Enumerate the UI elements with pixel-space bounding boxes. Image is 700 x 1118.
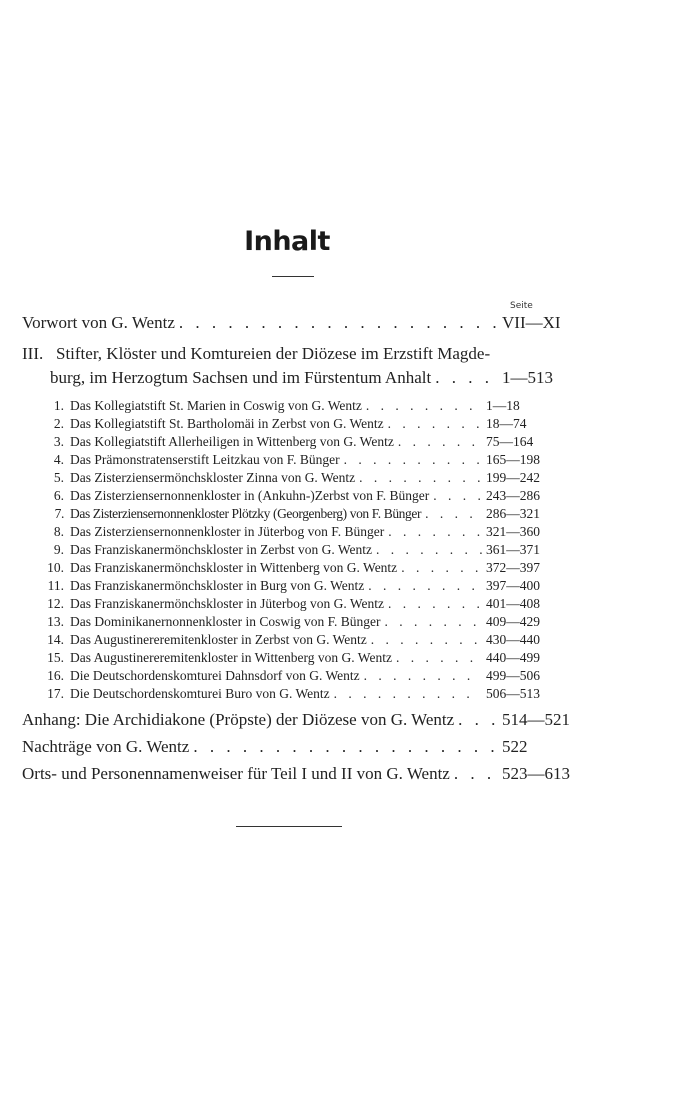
- toc-entry-register[interactable]: [22, 764, 570, 784]
- end-divider: [236, 826, 342, 827]
- toc-section-heading-continued: [50, 368, 562, 388]
- toc-sub-entry[interactable]: [40, 452, 556, 468]
- toc-sub-entry[interactable]: [40, 416, 556, 432]
- toc-sub-entry[interactable]: [40, 632, 556, 648]
- entry-number: 13.: [47, 614, 64, 629]
- toc-sub-entry[interactable]: [40, 596, 556, 612]
- toc-entry-text: Orts- und Personennamenweiser für Teil I und II von G. Wentz: [22, 764, 450, 783]
- dot-leader: [334, 686, 482, 702]
- title-divider: [272, 276, 314, 277]
- dot-leader: [368, 578, 482, 594]
- toc-page-number: 1—513: [502, 368, 553, 387]
- page-title: Inhalt: [244, 226, 330, 257]
- dot-leader: [388, 524, 482, 540]
- toc-sub-entry[interactable]: [40, 650, 556, 666]
- entry-number: 4.: [53, 452, 64, 467]
- dot-leader: [376, 542, 482, 558]
- dot-leader: [454, 764, 498, 784]
- dot-leader: [364, 668, 482, 684]
- toc-entry-text: Das Kollegiatstift St. Marien in Coswig von G. Wentz: [70, 398, 362, 413]
- toc-sub-entry[interactable]: [40, 686, 556, 702]
- toc-entry-text: Vorwort von G. Wentz: [22, 313, 175, 332]
- toc-entry-text: Die Deutschordenskomturei Buro von G. Wentz: [70, 686, 330, 701]
- toc-sub-entry[interactable]: [40, 542, 556, 558]
- toc-entry-text: Das Dominikanernonnenkloster in Coswig von F. Bünger: [70, 614, 381, 629]
- toc-page-number: 199—242: [486, 470, 540, 485]
- toc-sub-entry[interactable]: [40, 560, 556, 576]
- entry-number: 6.: [53, 488, 64, 503]
- dot-leader: [385, 614, 482, 630]
- dot-leader: [425, 506, 482, 522]
- dot-leader: [396, 650, 482, 666]
- entry-number: 2.: [53, 416, 64, 431]
- dot-leader: [179, 313, 498, 333]
- toc-sub-entry[interactable]: [40, 524, 556, 540]
- toc-page-number: VII—XI: [502, 313, 561, 332]
- toc-entry-text: Das Kollegiatstift Allerheiligen in Wittenberg von G. Wentz: [70, 434, 394, 449]
- entry-number: 15.: [47, 650, 64, 665]
- entry-number: 11.: [47, 578, 64, 593]
- toc-entry-text: Nachträge von G. Wentz: [22, 737, 190, 756]
- toc-entry-text: Das Zisterziensernonnenkloster in (Ankuhn-)Zerbst von F. Bünger: [70, 488, 430, 503]
- toc-entry-text: Das Zisterziensermönchskloster Zinna von G. Wentz: [70, 470, 356, 485]
- entry-number: 1.: [53, 398, 64, 413]
- dot-leader: [433, 488, 482, 504]
- dot-leader: [388, 596, 482, 612]
- toc-entry-text: Das Zisterziensernonnenkloster Plötzky (Georgenberg) von F. Bünger: [70, 506, 422, 521]
- toc-entry-text: Das Franziskanermönchskloster in Wittenberg von G. Wentz: [70, 560, 398, 575]
- toc-sub-entry[interactable]: [40, 614, 556, 630]
- toc-sub-entry[interactable]: [40, 434, 556, 450]
- entry-number: 7.: [54, 506, 64, 521]
- toc-sub-entry[interactable]: [40, 470, 556, 486]
- toc-entry-text: Das Franziskanermönchskloster in Burg von G. Wentz: [70, 578, 365, 593]
- section-title-line-2: burg, im Herzogtum Sachsen und im Fürstentum Anhalt: [50, 368, 432, 387]
- dot-leader: [344, 452, 482, 468]
- toc-page-number: 1—18: [486, 398, 520, 413]
- toc-page-number: 321—360: [486, 524, 540, 539]
- toc-page-number: 18—74: [486, 416, 527, 431]
- dot-leader: [366, 398, 482, 414]
- toc-page-number: 286—321: [486, 506, 540, 521]
- dot-leader: [359, 470, 482, 486]
- entry-number: 16.: [47, 668, 64, 683]
- entry-number: 3.: [53, 434, 64, 449]
- toc-entry-text: Das Augustinereremitenkloster in Zerbst von G. Wentz: [70, 632, 367, 647]
- toc-page-number: 440—499: [486, 650, 540, 665]
- entry-number: 5.: [53, 470, 64, 485]
- section-title-line-1: Stifter, Klöster und Komtureien der Diözese im Erzstift Magde-: [56, 344, 491, 363]
- toc-page-number: 397—400: [486, 578, 540, 593]
- dot-leader: [435, 368, 498, 388]
- toc-entry-text: Das Prämonstratenserstift Leitzkau von F. Bünger: [70, 452, 340, 467]
- toc-page-number: 75—164: [486, 434, 534, 449]
- dot-leader: [388, 416, 482, 432]
- toc-entry-text: Das Kollegiatstift St. Bartholomäi in Zerbst von G. Wentz: [70, 416, 384, 431]
- toc-entry-text: Das Zisterziensernonnenkloster in Jüterbog von F. Bünger: [70, 524, 385, 539]
- toc-page-number: 243—286: [486, 488, 540, 503]
- toc-sub-entry[interactable]: [40, 398, 556, 414]
- toc-sub-entry[interactable]: [40, 506, 556, 522]
- toc-page-number: 361—371: [486, 542, 540, 557]
- toc-page-number: 372—397: [486, 560, 540, 575]
- toc-sub-entry[interactable]: [40, 668, 556, 684]
- section-number: III.: [22, 344, 44, 363]
- toc-entry-text: Das Franziskanermönchskloster in Jüterbog von G. Wentz: [70, 596, 384, 611]
- entry-number: 8.: [53, 524, 64, 539]
- toc-page-number: 522: [502, 737, 528, 756]
- toc-page-number: 514—521: [502, 710, 570, 729]
- toc-entry-text: Das Franziskanermönchskloster in Zerbst von G. Wentz: [70, 542, 372, 557]
- toc-entry-nachtraege[interactable]: [22, 737, 562, 757]
- toc-sub-entry[interactable]: [40, 488, 556, 504]
- dot-leader: [398, 434, 482, 450]
- entry-number: 9.: [53, 542, 64, 557]
- toc-entry-text: Die Deutschordenskomturei Dahnsdorf von G. Wentz: [70, 668, 360, 683]
- toc-sub-entry[interactable]: [40, 578, 556, 594]
- toc-entry-text: Das Augustinereremitenkloster in Wittenberg von G. Wentz: [70, 650, 392, 665]
- toc-entry-text: Anhang: Die Archidiakone (Pröpste) der Diözese von G. Wentz: [22, 710, 455, 729]
- entry-number: 12.: [47, 596, 64, 611]
- toc-section-heading[interactable]: [22, 344, 490, 364]
- dot-leader: [371, 632, 482, 648]
- entry-number: 14.: [47, 632, 64, 647]
- toc-page-number: 430—440: [486, 632, 540, 647]
- dot-leader: [401, 560, 482, 576]
- toc-page-number: 499—506: [486, 668, 540, 683]
- dot-leader: [458, 710, 498, 730]
- entry-number: 17.: [47, 686, 64, 701]
- entry-number: 10.: [47, 560, 64, 575]
- page-column-label: Seite: [510, 301, 533, 311]
- toc-page-number: 523—613: [502, 764, 570, 783]
- toc-page-number: 401—408: [486, 596, 540, 611]
- toc-page-number: 165—198: [486, 452, 540, 467]
- toc-page-number: 506—513: [486, 686, 540, 701]
- toc-entry-anhang[interactable]: [22, 710, 570, 730]
- dot-leader: [193, 737, 498, 757]
- toc-page-number: 409—429: [486, 614, 540, 629]
- toc-entry-vorwort[interactable]: [22, 313, 562, 333]
